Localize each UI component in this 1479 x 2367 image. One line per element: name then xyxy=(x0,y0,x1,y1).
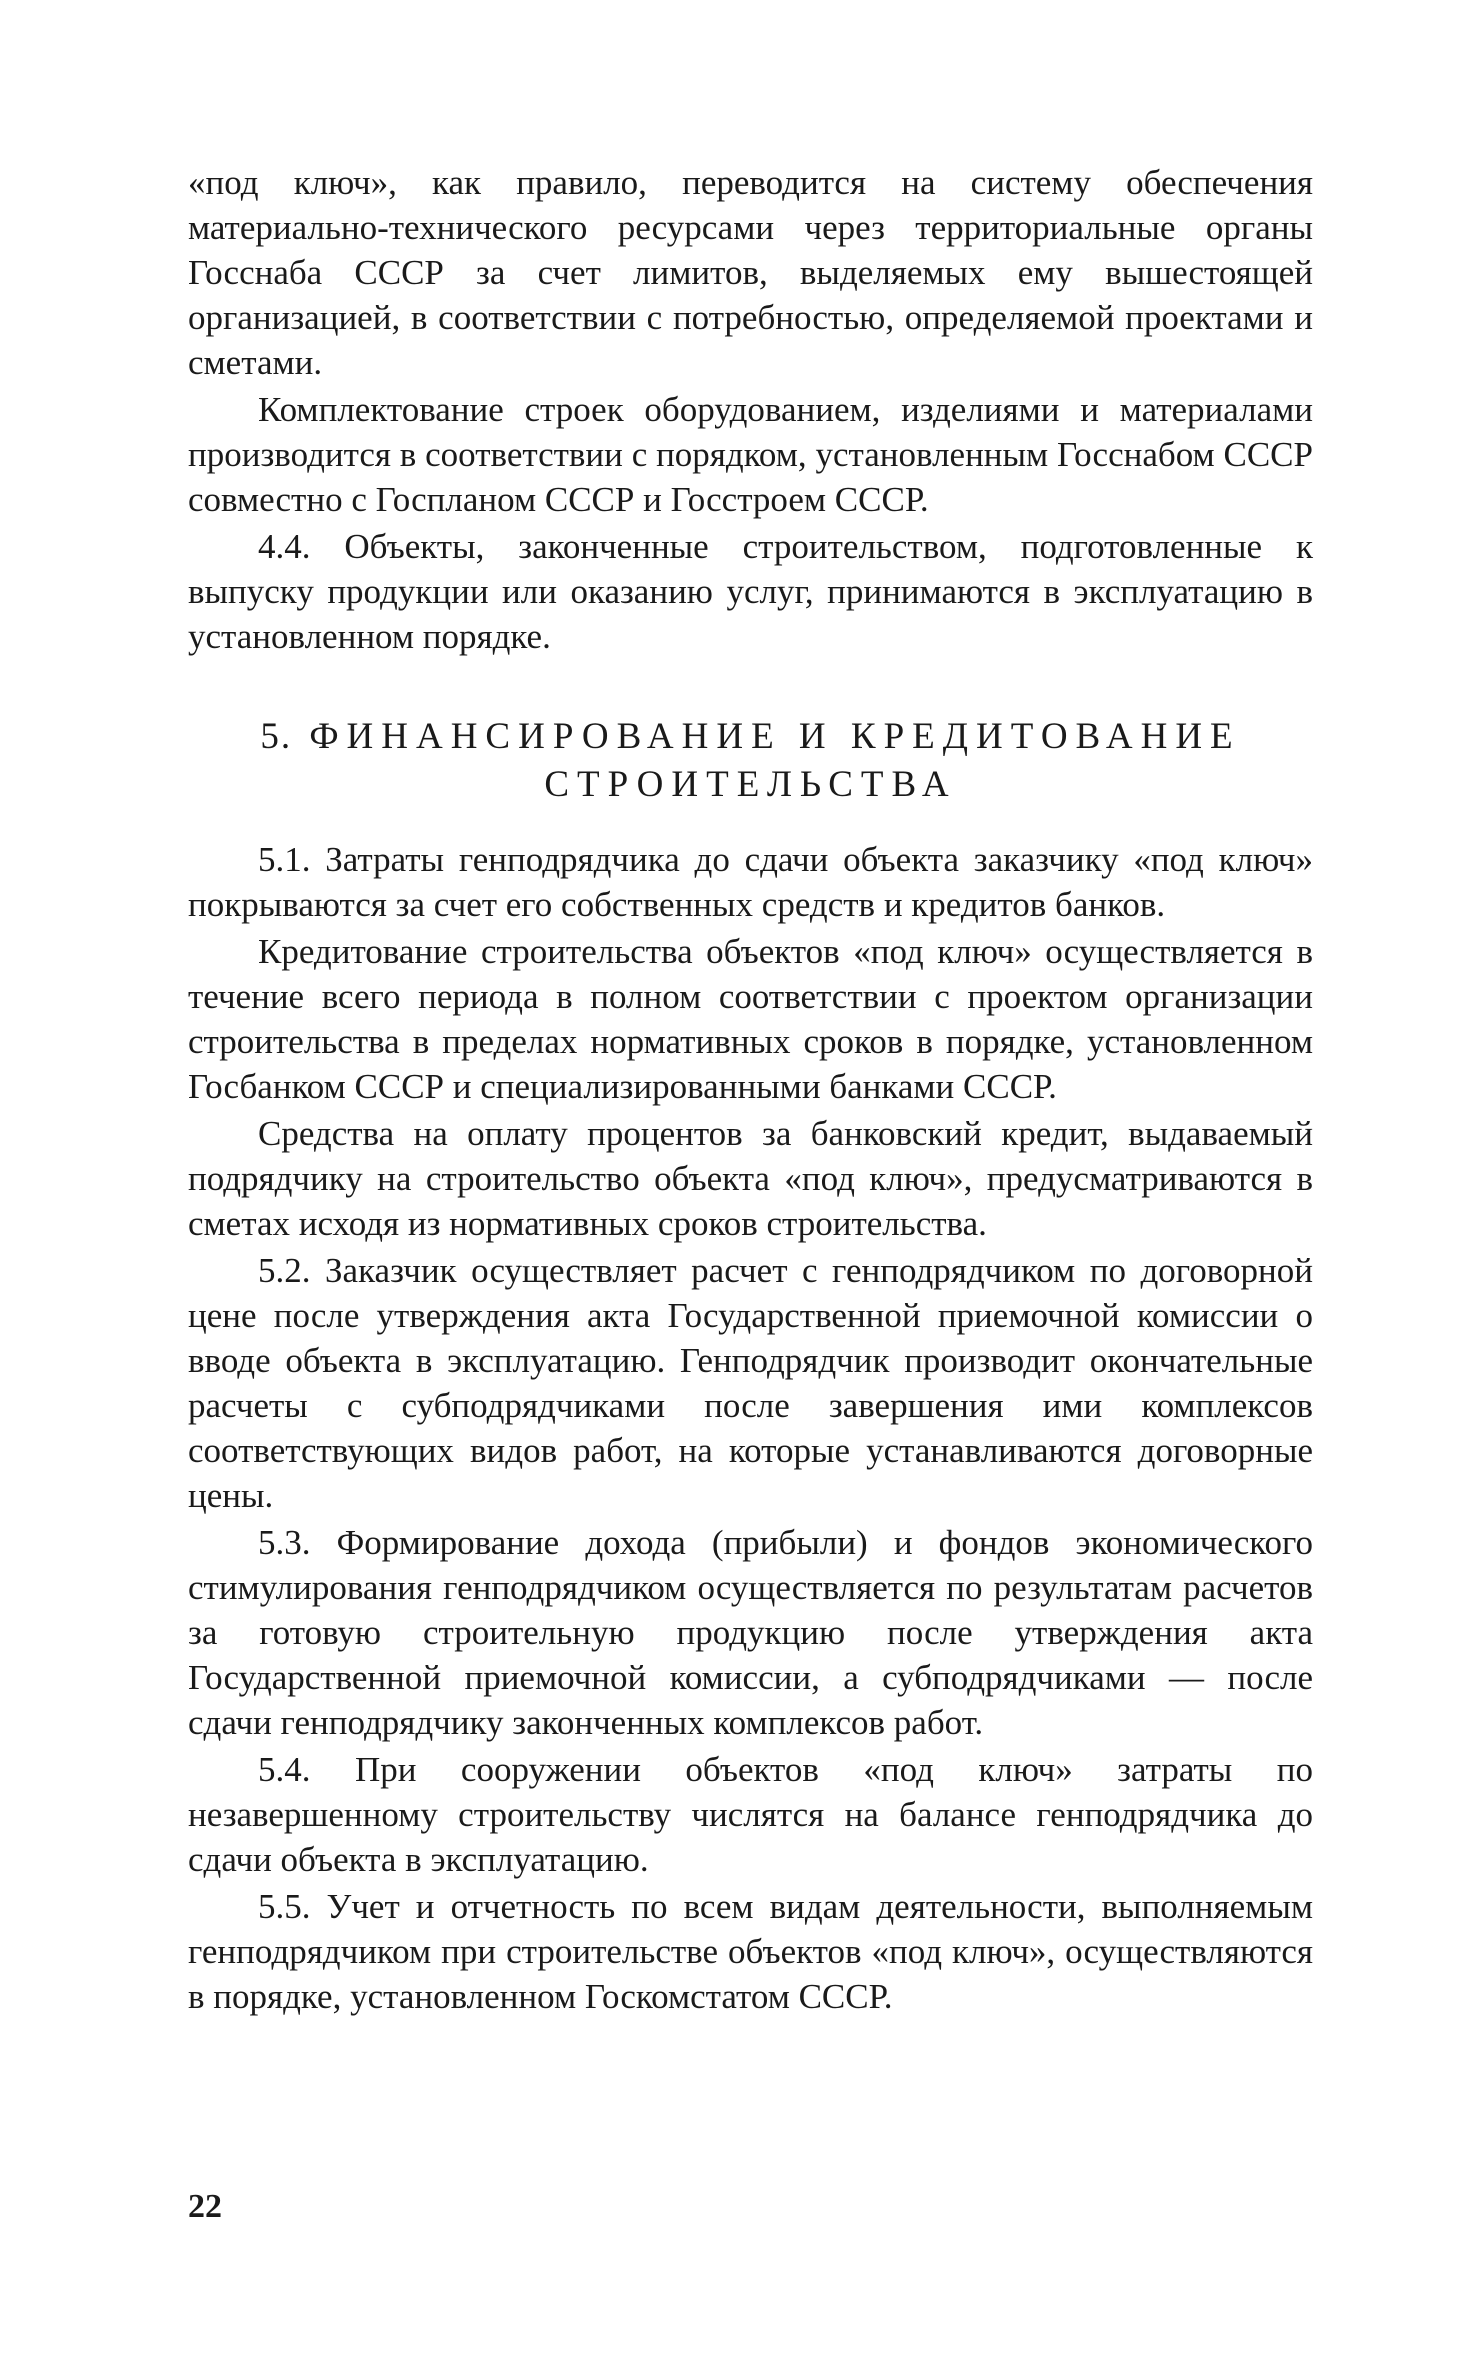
section-title-line-1: ФИНАНСИРОВАНИЕ И КРЕДИТОВАНИЕ xyxy=(309,716,1241,757)
section-number: 5. xyxy=(260,716,293,757)
paragraph-5-3: 5.3. Формирование дохода (прибыли) и фондов экономического стимулирования генподрядчиком осуществляется по результатам расчетов за готовую строительную продукцию после утверждения акта Государственной приемочной комиссии, а субподрядчиками — после сдачи генподрядчику законченных комплексов работ. xyxy=(188,1523,1313,1742)
paragraph-5-2: 5.2. Заказчик осуществляет расчет с генподрядчиком по договорной цене после утверждения акта Государственной приемочной комиссии о вводе объекта в эксплуатацию. Генподрядчик производит окончательные расчеты с субподрядчиками после завершения ими комплексов соответствующих видов работ, на которые устанавливаются договорные цены. xyxy=(188,1251,1313,1515)
section-heading xyxy=(188,713,1313,809)
paragraph-5-5: 5.5. Учет и отчетность по всем видам деятельности, выполняемым генподрядчиком при строительстве объектов «под ключ», осуществляются в порядке, установленном Госкомстатом СССР. xyxy=(188,1887,1313,2016)
paragraph-interest: Средства на оплату процентов за банковский кредит, выдаваемый подрядчику на строительство объекта «под ключ», предусматриваются в сметах исходя из нормативных сроков строительства. xyxy=(188,1114,1313,1243)
paragraph-5-1: 5.1. Затраты генподрядчика до сдачи объекта заказчику «под ключ» покрываются за счет его собственных средств и кредитов банков. xyxy=(188,840,1313,924)
section-heading-line-1 xyxy=(188,713,1313,761)
section-title-line-2: СТРОИТЕЛЬСТВА xyxy=(544,764,957,805)
paragraph-4-4: 4.4. Объекты, законченные строительством, подготовленные к выпуску продукции или оказанию услуг, принимаются в эксплуатацию в установленном порядке. xyxy=(188,527,1313,656)
paragraph-crediting: Кредитование строительства объектов «под ключ» осуществляется в течение всего периода в полном соответствии с проектом организации строительства в пределах нормативных сроков в порядке, установленном Госбанком СССР и специализированными банками СССР. xyxy=(188,932,1313,1106)
paragraph-equipment: Комплектование строек оборудованием, изделиями и материалами производится в соответствии с порядком, установленным Госснабом СССР совместно с Госпланом СССР и Госстроем СССР. xyxy=(188,390,1313,519)
paragraph-5-4: 5.4. При сооружении объектов «под ключ» затраты по незавершенному строительству числятся на балансе генподрядчика до сдачи объекта в эксплуатацию. xyxy=(188,1750,1313,1879)
paragraph-continuation: «под ключ», как правило, переводится на систему обеспечения материально-технического ресурсами через территориальные органы Госснаба СССР за счет лимитов, выделяемых ему вышестоящей организацией, в соответствии с потребностью, определяемой проектами и сметами. xyxy=(188,163,1313,382)
page-number: 22 xyxy=(188,2188,222,2225)
document-page xyxy=(188,160,1313,2021)
